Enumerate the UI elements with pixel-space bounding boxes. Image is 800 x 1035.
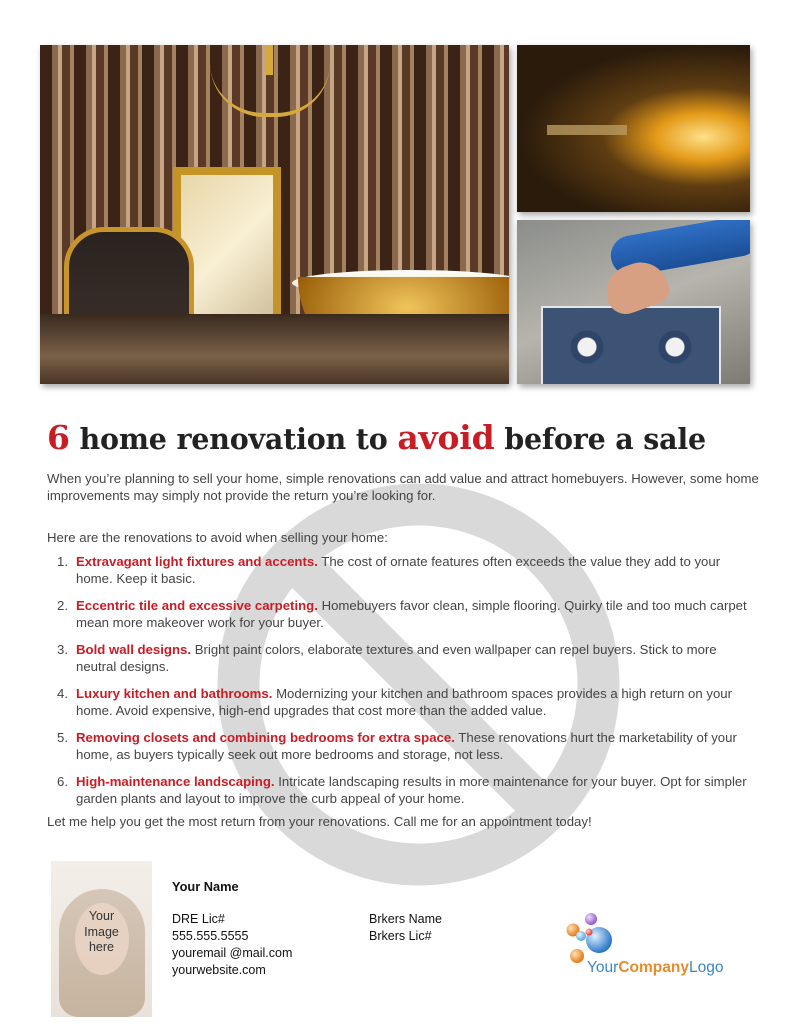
lead-paragraph: Here are the renovations to avoid when selling your home:: [47, 530, 388, 545]
intro-paragraph: When you’re planning to sell your home, simple renovations can add value and attract homebuyers. However, some home improvements may simply not provide the return you’re looking for.: [47, 471, 759, 503]
photo-tile-install: [517, 220, 750, 384]
agent-website[interactable]: yourwebsite.com: [172, 963, 266, 977]
item-body: Homebuyers favor clean, simple flooring. Quirky tile and too much carpet mean more makeover work for your buyer.: [76, 598, 747, 630]
title-part1: home renovation to: [79, 422, 388, 456]
chandelier-image: [210, 63, 330, 117]
patterned-tiles-image: [541, 306, 721, 384]
broker-license: Brkers Lic#: [369, 929, 432, 943]
page-title: [47, 418, 706, 457]
list-item: 6. High-maintenance landscaping. Intricate landscaping results in more maintenance for your buyer. Opt for simpler garden plants and layout to improve the curb appeal of your home.: [57, 774, 747, 806]
agent-name: Your Name: [172, 879, 239, 894]
item-title: Bold wall designs.: [76, 642, 192, 657]
item-title: Removing closets and combining bedrooms for extra space.: [76, 730, 455, 745]
list-item: 4. Luxury kitchen and bathrooms. Modernizing your kitchen and bathroom spaces provides a high return on your home. Avoid expensive, high-end upgrades that cost more than the added value.: [57, 686, 733, 718]
item-title: Extravagant light fixtures and accents.: [76, 554, 318, 569]
list-item: 3. Bold wall designs. Bright paint colors, elaborate textures and even wallpaper can repel buyers. Stick to more neutral designs.: [57, 642, 717, 674]
list-item: 5. Removing closets and combining bedrooms for extra space. These renovations hurt the marketability of your home, as buyers typically seek out more bedrooms and storage, not less.: [57, 730, 737, 762]
item-title: Eccentric tile and excessive carpeting.: [76, 598, 318, 613]
agent-email[interactable]: youremail @mail.com: [172, 946, 293, 960]
title-emphasis: avoid: [397, 418, 495, 457]
list-item: 1. Extravagant light fixtures and accents. The cost of ornate features often exceeds the value they add to your home. Keep it basic.: [57, 554, 721, 586]
photo-placeholder-text: Your Image here: [84, 909, 119, 954]
agent-photo: [51, 861, 152, 1017]
photo-ornate-bathroom: [40, 45, 509, 384]
list-item: 2. Eccentric tile and excessive carpeting. Homebuyers favor clean, simple flooring. Quirky tile and too much carpet mean more makeover work for your buyer.: [57, 598, 747, 630]
glass-shelf-image: [547, 125, 627, 135]
item-body: The cost of ornate features often exceeds the value they add to your home. Keep it basic.: [76, 554, 721, 586]
agent-phone[interactable]: 555.555.5555: [172, 929, 249, 943]
title-number: 6: [47, 418, 70, 457]
broker-name: Brkers Name: [369, 912, 442, 926]
item-body: Bright paint colors, elaborate textures and even wallpaper can repel buyers. Stick to more neutral designs.: [76, 642, 717, 674]
floor-image: [40, 314, 509, 384]
closing-paragraph: Let me help you get the most return from your renovations. Call me for an appointment today!: [47, 814, 592, 829]
photo-golden-lamp: [517, 45, 750, 212]
item-body: Intricate landscaping results in more maintenance for your buyer. Opt for simpler garden plants and layout to improve the curb appeal of your home.: [76, 774, 747, 806]
item-body: These renovations hurt the marketability of your home, as buyers typically seek out more bedrooms and storage, not less.: [76, 730, 737, 762]
item-title: Luxury kitchen and bathrooms.: [76, 686, 273, 701]
item-title: High-maintenance landscaping.: [76, 774, 275, 789]
agent-license: DRE Lic#: [172, 912, 225, 926]
renovation-list: [47, 554, 759, 818]
company-logo-text: YourCompanyLogo: [587, 959, 724, 976]
title-part2: before a sale: [504, 422, 706, 456]
item-body: Modernizing your kitchen and bathroom spaces provides a high return on your home. Avoid expensive, high-end upgrades that cost more than the added value.: [76, 686, 733, 718]
company-logo: [561, 912, 751, 982]
